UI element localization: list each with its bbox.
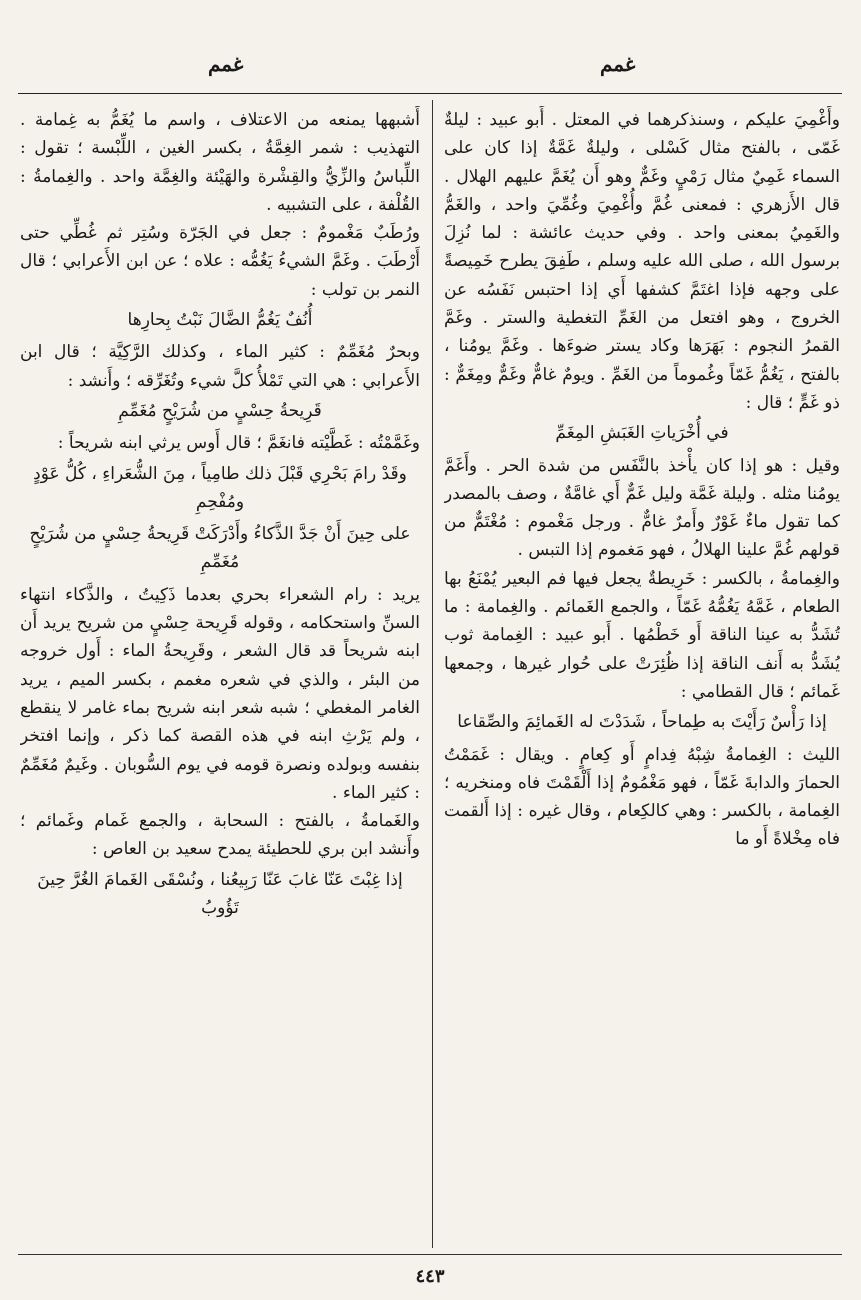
verse-line: وقَدْ رامَ بَحْرِي قَبْلَ ذلك طامِياً ، مِنَ الشُّعَراءِ ، كُلُّ عَوْدٍ ومُفْحِمِ [33, 463, 407, 512]
verse-line: في أُخْرَياتِ الغَبَشِ المِغَمِّ [555, 423, 729, 444]
paragraph: يريد : رام الشعراء بحري بعدما ذَكِيتُ ، والذَّكاء انتهاء السنِّ واستحكامه ، وقوله قَرِيحة حِسْيٍ من شريح يريد أَن ابنه شريحاً قد قال الشعر ، وقَرِيحةُ الماء : أَول خروجه من البئر ، والذي في شعره مغمم ، بكسر الميم ، يريد الغامر المغطي ؛ شبه شعر ابنه شريح بماء غامر لا ينقطع ، ولم يَرْثِ ابنه في هذه القصة كما ذكر ، وإنما افتخر بنفسه وبولده ونصرة قومه في يوم السُّوبان . وغَيمٌ مُغَمِّمٌ : كثير الماء . [20, 584, 420, 803]
column-divider [432, 100, 433, 1248]
page-number: ٤٤٣ [415, 1266, 445, 1287]
verse-line: قَرِيحةُ حِسْيٍ من شُرَيْحٍ مُغَمِّمِ [118, 400, 322, 421]
paragraph: وبحرٌ مُغَمِّمٌ : كثير الماء ، وكذلك الرَّكِيَّة ؛ قال ابن الأَعرابي : هي التي تَمْلأُ كلَّ شيء وتُغَرِّقه ؛ وأَنشد : [20, 342, 420, 391]
verse-line: أُنُفٌ يَغُمُّ الضَّالَ نَبْتُ بِحارِها [127, 310, 313, 331]
paragraph: أَشبهها يمنعه من الاعتلاف ، واسم ما يُغَمُّ به غِمامة . التهذيب : شمر الغِمَّةُ ، بكسر الغين ، اللِّبْسة ؛ تقول : اللِّباسُ والزِّيُّ والقِشْرة والهَيْئة والغِمَّة واحد . والغِمامةُ : القُلْفة ، على التشبيه . [20, 110, 420, 215]
paragraph: وقيل : هو إذا كان يأْخذ بالنَّفَس من شدة الحر . وأَغَمَّ يومُنا مثله . وليلة غَمَّة وليل غَمٌّ أَي غامَّةٌ ، وصف بالمصدر كما تقول ماءٌ غَوْرٌ وأَمرٌ غامٌّ . ورجل مَغْموم : مُغْتَمٌّ من قولهم غُمَّ علينا الهلالُ ، فهو مَغموم إذا التبس . [444, 455, 840, 561]
left-column [20, 106, 420, 1244]
header-word-left: غمم [208, 52, 244, 76]
right-column [444, 106, 840, 1244]
paragraph: وأَغْمِيَ عليكم ، وسنذكرهما في المعتل . أَبو عبيد : ليلةٌ غَمّى ، بالفتح مثال كَسْلى ، وليلةٌ غَمَّةٌ إذا كان على السماء غَمِيٌ مثال رَمْيٍ وغَمٌّ وهو أَن يُغَمَّ عليهم الهلال . قال الأَزهري : فمعنى غُمَّ وأُغْمِيَ وغُمِّيَ واحد ، والغَمُّ والغَمِيُ بمعنى واحد . وفي حديث عائشة : لما نُزِلَ برسول الله ، صلى الله عليه وسلم ، طَفِقَ يطرح خَمِيصةً على وجهه فإذا اغتَمَّ كشفها أَي إذا احتبس نَفَسُه عن الخروج ، وهو افتعل من الغَمِّ التغطية والستر . وغَمَّ القمرُ النجوم : بَهَرَها وكاد يستر ضوءَها . وغَمَّ يومُنا ، بالفتح ، يَغُمُّ غَمّاً وغُموماً من الغَمِّ . ويومٌ غامٌّ وغَمٌّ ومِغَمٌّ : ذو غَمٍّ ؛ قال : [444, 110, 840, 413]
verse-line: إذا رَأْسٌ رَأَيْتَ به طِماحاً ، شَدَدْتَ له الغَمائِمَ والصِّقاعا [457, 712, 827, 733]
paragraph: الليث : الغِمامةُ شِبْهُ فِدامٍ أَو كِعامٍ . ويقال : غَمَمْتُ الحمارَ والدابةَ غَمّاً ، فهو مَغْمُومٌ إذا أَلْقَمْتَ فاه ومنخريه ؛ الغِمامة ، بالكسر : وهي كالكِعام ، وقال غيره : إذا أَلقمت فاه مِخْلاةً أَو ما [444, 744, 840, 850]
header-rule [18, 93, 842, 94]
verse-line: إذا غِبْتَ عَنّا غابَ عَنّا رَبِيعُنا ، ونُسْقَى الغَمامَ الغُرَّ حِينَ تَؤُوبُ [37, 869, 403, 919]
paragraph: والغِمامةُ ، بالكسر : خَرِيطةٌ يجعل فيها فم البعير يُمْنَعُ بها الطعام ، غَمَّهُ يَغُمُّهُ غَمّاً ، والجمع الغَمائم . والغِمامة : ما تُشَدُّ به عينا الناقة أَو خَطْمُها . أَبو عبيد : الغِمامة ثوب يُشَدُّ به أَنف الناقة إذا ظُئِرَتْ على حُوار غيرها ، وجمعها غَمائم ؛ قال القطامي : [444, 568, 840, 702]
paragraph: ورُطَبٌ مَغْمومٌ : جعل في الجَرّة وسُتِر ثم غُطِّي حتى أَرْطَبَ . وغَمَّ الشيءُ يَغُمُّه : علاه ؛ عن ابن الأَعرابي ؛ قال النمر بن تولب : [20, 223, 420, 300]
verse-line: على حِينَ أَنْ جَدَّ الذَّكاءُ وأَدْرَكَتْ قَرِيحةُ حِسْيٍ من شُرَيْحٍ مُغَمِّمِ [29, 524, 411, 573]
paragraph: وغَمَّمْتُه : غَطَّيْته فانغَمَّ ؛ قال أَوس يرثي ابنه شريحاً : [57, 433, 420, 454]
paragraph: والغَمامةُ ، بالفتح : السحابة ، والجمع غَمام وغَمائم ؛ وأَنشد ابن بري للحطيئة يمدح سعيد بن العاص : [20, 811, 420, 860]
header-word-right: غمم [600, 52, 636, 76]
footer-rule [18, 1254, 842, 1255]
